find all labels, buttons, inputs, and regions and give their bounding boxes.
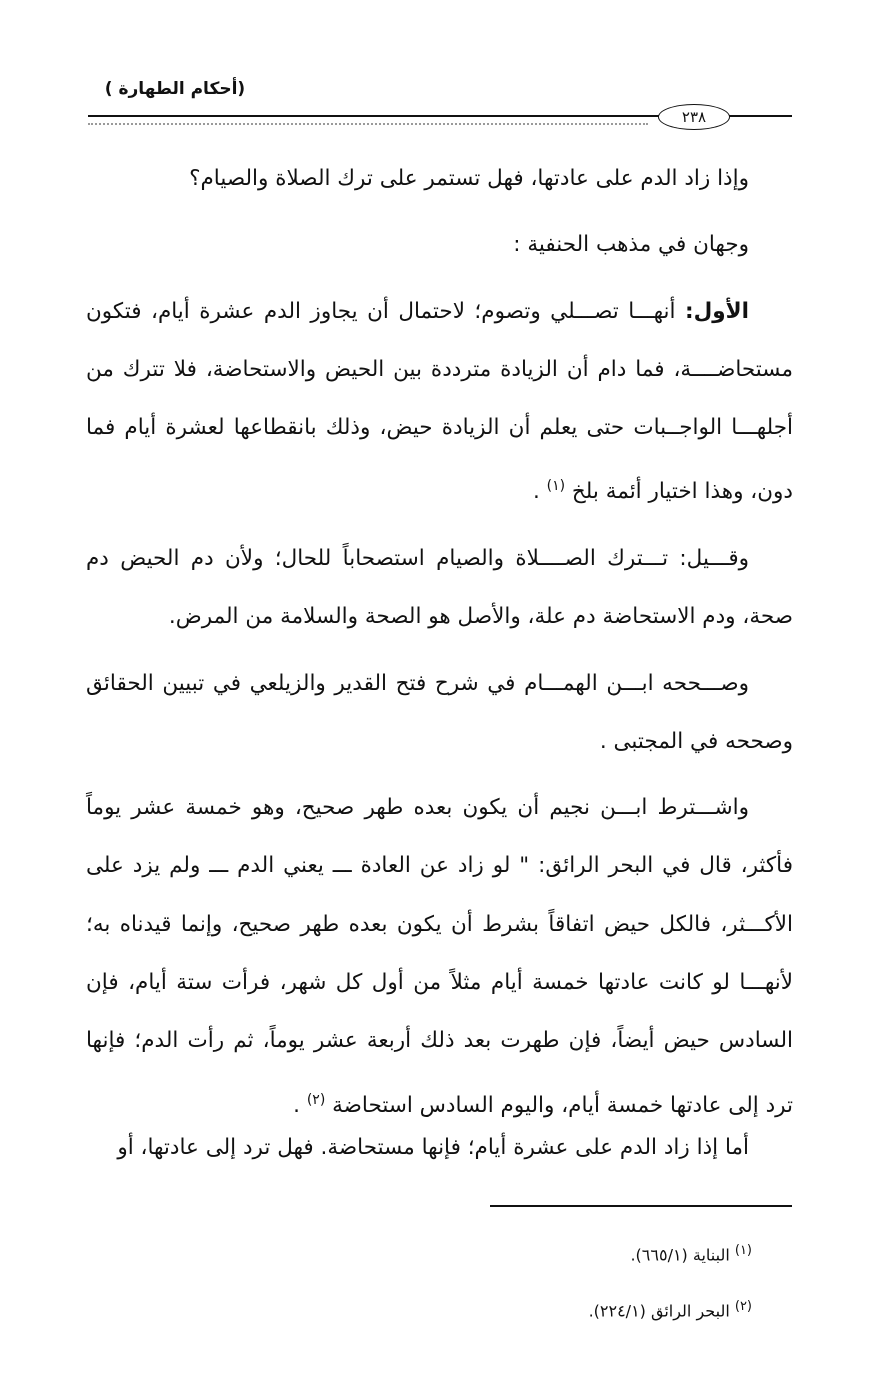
footnote-ref[interactable]: (١)	[546, 478, 566, 495]
paragraph	[86, 779, 793, 1135]
paragraph-text: أنهـــا تصـــلي وتصوم؛ لاحتمال أن يجاوز الدم عشرة أيام، فتكون مستحاضــــة، فما دام أن الزيادة مترددة بين الحيض والاستحاضة، فلا تترك من أجلهـــا الواجــبات حتى يعلم أن الزيادة حيض، وذلك بانقطاعها لعشرة أيام فما دون، وهذا اختيار أئمة بلخ	[86, 298, 793, 505]
footnote-item	[430, 1281, 792, 1337]
footnote-mark: (٢)	[734, 1299, 752, 1315]
footnote-text: البناية (٦٦٥/١).	[630, 1245, 730, 1265]
paragraph-text: وجهان في مذهب الحنفية :	[513, 232, 749, 258]
footnote-mark: (١)	[734, 1243, 752, 1258]
paragraph-tail: .	[293, 1092, 307, 1118]
paragraph-text: وقـــيل: تـــترك الصــــلاة والصيام استصحاباً للحال؛ ولأن دم الحيض دم صحة، ودم الاستحاضة دم علة، والأصل هو الصحة والسلامة من المرض.	[86, 545, 793, 630]
paragraph-text: وإذا زاد الدم على عادتها، فهل تستمر على ترك الصلاة والصيام؟	[189, 166, 749, 191]
paragraph	[86, 530, 793, 647]
paragraph-tail: .	[532, 479, 547, 505]
page-header-title: (أحكام الطهارة )	[104, 79, 246, 99]
page-number: ٢٣٨	[658, 104, 730, 130]
body-text	[86, 150, 793, 1143]
footnotes	[430, 1225, 792, 1338]
paragraph	[86, 283, 793, 522]
footnote-ref[interactable]: (٢)	[306, 1091, 326, 1108]
header-dotted-rule	[88, 123, 648, 125]
paragraph	[86, 150, 793, 208]
footnote-item	[430, 1225, 792, 1281]
last-paragraph: أما إذا زاد الدم على عشرة أيام؛ فإنها مستحاضة. فهل ترد إلى عادتها، أو	[117, 1135, 749, 1160]
paragraph-lead: الأول:	[685, 298, 749, 324]
paragraph-text: واشـــترط ابـــن نجيم أن يكون بعده طهر صحيح، وهو خمسة عشر يوماً فأكثر، قال في البحر الرائق: " لو زاد عن العادة ـــ يعني الدم ـــ ولم يزد على الأكـــثر، فالكل حيض اتفاقاً بشرط أن يكون بعده طهر صحيح، وإنما قيدناه به؛ لأنهـــا لو كانت عادتها خمسة أيام مثلاً من أول كل شهر، فرأت ستة أيام، فإن السادس حيض أيضاً، فإن طهرت بعد ذلك أربعة عشر يوماً، ثم رأت الدم؛ فإنها ترد إلى عادتها خمسة أيام، واليوم السادس استحاضة	[86, 795, 793, 1118]
footnote-text: البحر الرائق (٢٢٤/١).	[588, 1301, 730, 1321]
footnote-separator	[490, 1205, 792, 1207]
paragraph	[86, 216, 793, 274]
paragraph-text: وصـــححه ابـــن الهمـــام في شرح فتح القدير والزيلعي في تبيين الحقائق وصححه في المجتبى .	[86, 670, 793, 754]
paragraph	[86, 655, 793, 772]
